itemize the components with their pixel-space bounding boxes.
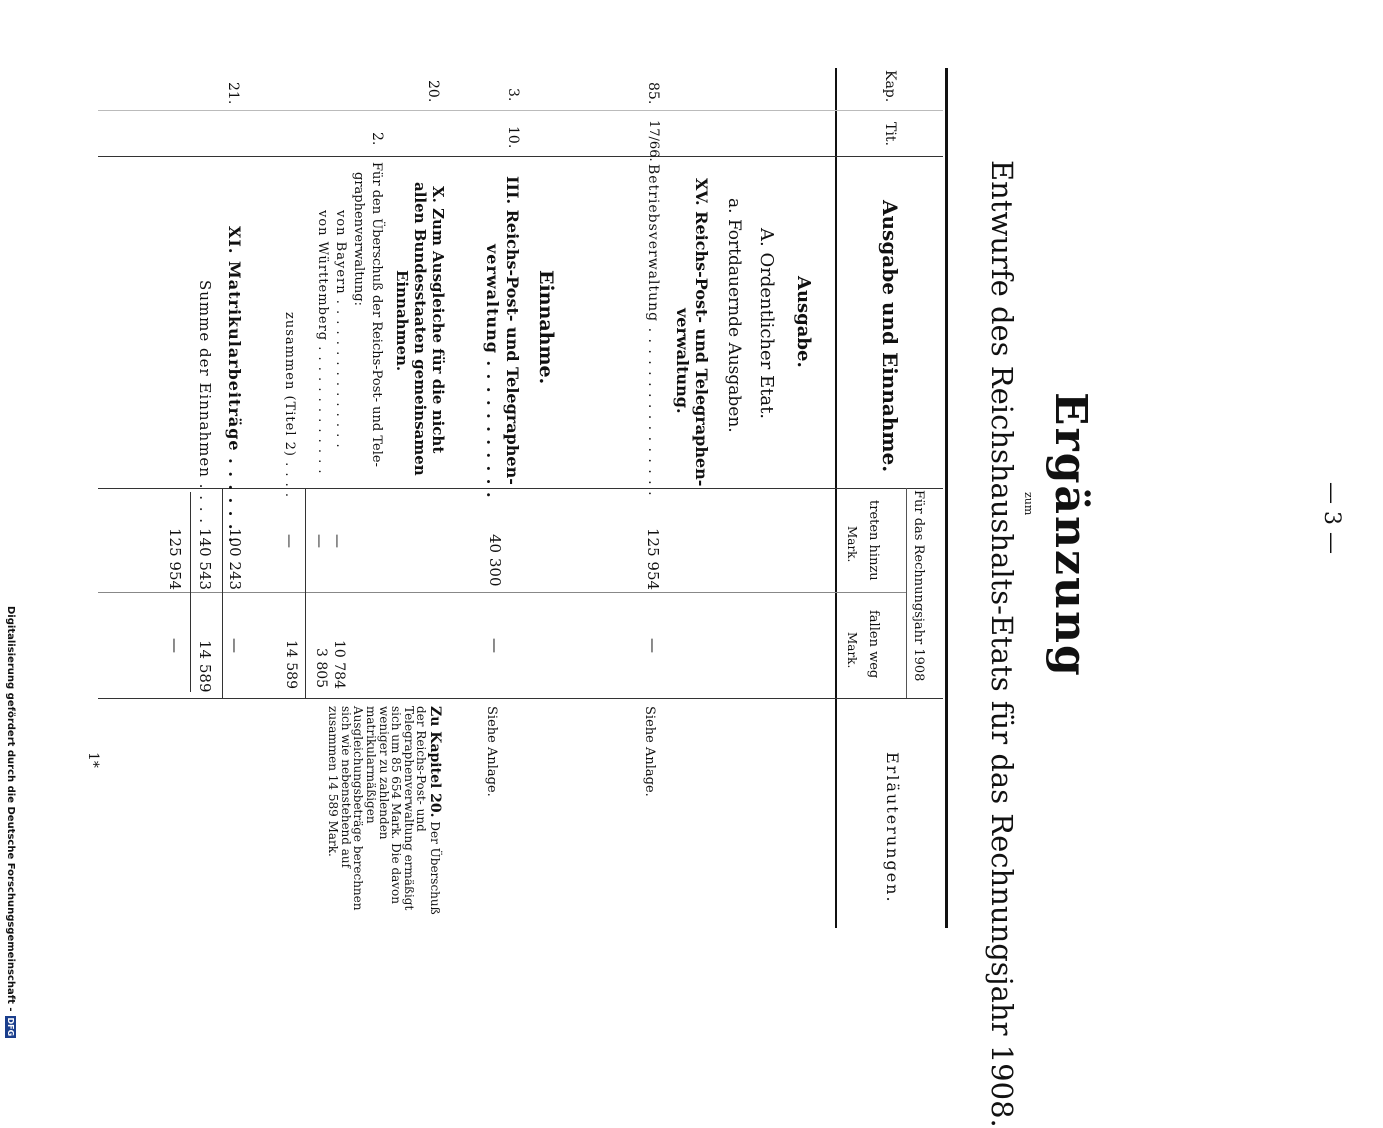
kap-tit-rule [98,110,943,111]
table-top-rule [945,68,948,928]
section-ordentlich: A. Ordentlicher Etat. [756,228,777,420]
header-kap: Kap. [882,70,898,103]
row3-kap: 20. [425,80,441,103]
section-fortdauernd: a. Fortdauernde Ausgaben. [724,198,744,433]
row3-wuerttemberg-add: — [311,534,327,548]
sum-drop-1: 14 589 [196,640,214,693]
row3-bayern: von Bayern . . . . . . . . . . . . . . . [333,210,348,449]
row1-text: Betriebsverwaltung . . . . . . . . . . . . . . . . [645,164,661,497]
header-bottom-rule [835,68,837,928]
year-header-rule [906,488,907,698]
row1-drop: — [644,638,662,653]
subtitle: Entwurfe des Reichshaushalts-Etats für das Rechnungsjahr 1908. [985,160,1019,1128]
row3-tit: 2. [369,132,385,146]
section-iii-1: III. Reichs-Post- und Telegraphen- [503,176,522,485]
sum-brace [190,492,191,692]
row2-add: 40 300 [486,534,504,587]
subtitle-small: zum [1022,492,1035,516]
section-x-3: Einnahmen. [393,270,411,372]
row4-add: 100 243 [226,528,244,591]
row3-text2: graphenverwaltung: [351,172,366,307]
section-iii-2: verwaltung . . . . . . . . . . . [483,244,502,499]
row3-bayern-drop: 10 784 [331,640,347,689]
row3-zusammen: zusammen (Titel 2) . . . . [282,312,297,499]
header-drop-unit: Mark. [845,632,859,669]
summe-label: Summe der Einnahmen . . . . [196,280,214,525]
section-x-2: allen Bundesstaaten gemeinsamen [411,182,429,476]
section-xv-2: verwaltung. [673,308,692,414]
row3-zusammen-add: — [281,534,297,548]
header-main: Ausgabe und Einnahme. [878,200,902,473]
footnote-mark: 1* [85,752,101,768]
row4-kap: 21. [225,82,241,105]
row2-drop: — [486,638,504,653]
column-rule-1 [98,156,943,157]
row3-zusammen-drop: 14 589 [283,640,299,689]
sum-drop-2: — [166,638,184,653]
row3-wuerttemberg: von Württemberg . . . . . . . . . . . . . [315,210,330,475]
row1-note: Siehe Anlage. [642,706,657,797]
sum-add-2: 125 954 [166,528,184,591]
header-drop: fallen weg [866,610,881,679]
section-x-1: X. Zum Ausgleiche für die nicht [429,186,447,454]
header-notes: Erläuterungen. [883,752,902,904]
row2-note: Siehe Anlage. [484,706,499,797]
section-xi: XI. Matrikularbeiträge . . . . . . . [225,226,244,544]
row3-wuerttemberg-drop: 3 805 [313,648,329,689]
section-einnahme: Einnahme. [535,270,557,385]
section-xv-1: XV. Reichs-Post- und Telegraphen- [692,178,711,487]
note-kapitel-20: Zu Kapitel 20. Der Überschuß der Reichs-Post- und Telegraphenverwaltung ermäßigt sich um 85 654 Mark. Die davon weniger zu zahlenden matrikularmäßigen Ausgleichungsbeträge berechnen sich wie nebenstehend auf zusammen 14 589 Mark. [326,706,443,915]
row3-text1: Für den Überschuß der Reichs-Post- und Tele- [369,162,384,467]
section-ausgabe: Ausgabe. [793,276,814,368]
row1-add: 125 954 [644,528,662,591]
row2-kap: 3. [505,88,521,102]
page-title: Ergänzung [1045,392,1096,678]
row2-tit: 10. [505,126,521,149]
header-add: treten hinzu [866,500,881,581]
page-number: — 3 — [1319,482,1344,554]
header-year: Für das Rechnungsjahr 1908 [911,490,926,682]
column-rule-3 [98,592,906,593]
sum-add-1: 140 543 [196,528,214,591]
sum-rule-mid [222,488,223,698]
column-rule-4 [98,698,943,699]
row1-tit: 17/66. [646,120,661,162]
row4-drop: — [226,638,244,653]
row1-kap: 85. [645,82,661,105]
digitization-credit: Digitalisierung gefördert durch die Deutsche Forschungsgemeinschaft -DFG [5,606,16,1037]
dfg-logo: DFG [6,1017,15,1037]
row3-bayern-add: — [329,534,345,548]
sum-rule-left [305,488,306,698]
header-add-unit: Mark. [845,526,859,563]
header-tit: Tit. [882,122,898,146]
